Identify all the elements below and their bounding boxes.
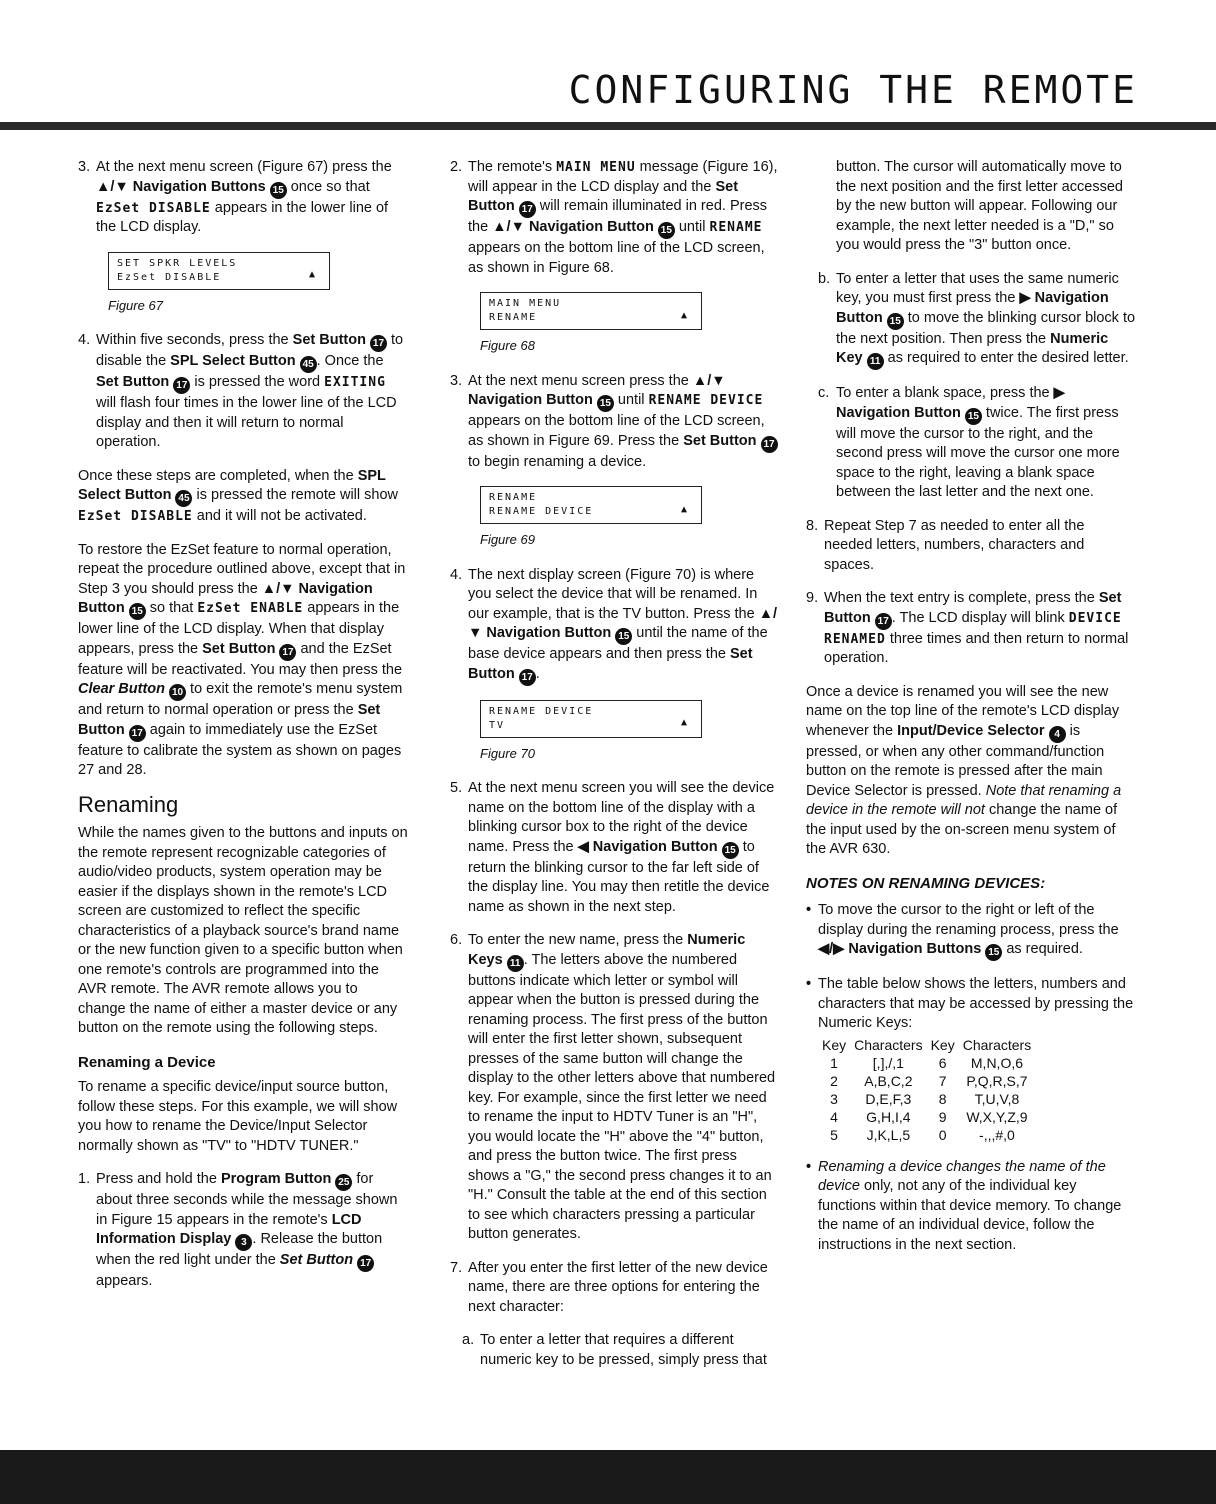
button-number-icon: 17 bbox=[519, 201, 536, 218]
table-row: 2 A,B,C,2 7 P,Q,R,S,7 bbox=[830, 1072, 1028, 1089]
figure-caption-67: Figure 67 bbox=[108, 297, 163, 313]
step-4: 4. Within five seconds, press the Set Button 17 to disable the SPL Select Button 45 . Once the Set Button 17 is pressed the word EXITING will flash four times in the lower line of the LCD display and then it will return to normal operation. bbox=[78, 332, 404, 450]
substep-a: a. To enter a letter that requires a different numeric key to be pressed, simply press that bbox=[462, 1332, 767, 1368]
table-row: 4 G,H,I,4 9 W,X,Y,Z,9 bbox=[830, 1108, 1028, 1125]
table-header-row: Key Characters Key Characters bbox=[822, 1036, 1032, 1053]
button-number-icon: 15 bbox=[965, 408, 982, 425]
substep-a-continued: button. The cursor will automatically move to the next position and the first letter accessed by the new button will appear. Following our example, the next letter needed is a "D," so you would press the "3" button once. bbox=[836, 159, 1123, 253]
lcd-figure-67: SET SPKR LEVELS EzSet DISABLE ▲ bbox=[108, 252, 330, 290]
step-3: 3. At the next menu screen press the ▲/▼ Navigation Button 15 until RENAME DEVICE appears on the bottom line of the LCD screen, as shown in Figure 69. Press the Set Button 17 to begin renaming a device. bbox=[450, 372, 780, 473]
numeric-keys-table bbox=[818, 1036, 1035, 1144]
paragraph: To rename a specific device/input source button, follow these steps. For this example, we will show you how to rename the Device/Input Selector normally shown as "TV" to "HDTV TUNER." bbox=[78, 1079, 398, 1154]
button-number-icon: 3 bbox=[235, 1234, 252, 1251]
subsection-heading: Renaming a Device bbox=[78, 1053, 216, 1071]
column-2 bbox=[450, 158, 780, 1384]
table-row: 1 [,],/,1 6 M,N,O,6 bbox=[830, 1054, 1024, 1071]
button-number-icon: 15 bbox=[658, 222, 675, 239]
column-3 bbox=[806, 158, 1136, 1269]
paragraph: Once these steps are completed, when the SPL Select Button 45 is pressed the remote will show EzSet DISABLE and it will not be activated. bbox=[78, 467, 398, 524]
up-arrow-icon: ▲ bbox=[680, 309, 689, 321]
button-number-icon: 15 bbox=[270, 182, 287, 199]
button-number-icon: 4 bbox=[1049, 726, 1066, 743]
column-1 bbox=[78, 158, 408, 1306]
step-4: 4. The next display screen (Figure 70) is where you select the device that will be renamed. In our example, that is the TV button. Press the ▲/▼ Navigation Button 15 until the name of the base device appears and then press the Set Button 17 . bbox=[450, 566, 780, 686]
up-arrow-icon: ▲ bbox=[680, 717, 689, 728]
step-5: 5. At the next menu screen you will see the device name on the bottom line of the display with a blinking cursor box to the right of the device name. Press the ◀ Navigation Button 15 to return the blinking cursor to the far left side of the display line. You may then retitle the device name as shown in the next step. bbox=[450, 780, 775, 915]
up-arrow-icon: ▲ bbox=[680, 503, 689, 515]
notes-heading: NOTES ON RENAMING DEVICES: bbox=[806, 874, 1046, 892]
button-number-icon: 11 bbox=[507, 955, 524, 972]
step-7: 7. After you enter the first letter of the new device name, there are three options for entering the next character: bbox=[450, 1259, 768, 1315]
button-number-icon: 15 bbox=[722, 842, 739, 859]
button-number-icon: 10 bbox=[169, 684, 186, 701]
step-3: 3. At the next menu screen (Figure 67) press the ▲/▼ Navigation Buttons 15 once so that EzSet DISABLE appears in the lower line of the LCD display. bbox=[78, 159, 392, 235]
up-arrow-icon: ▲ bbox=[308, 269, 317, 280]
lcd-figure-70: RENAME DEVICE TV ▲ bbox=[480, 700, 702, 738]
bullet-item: • To move the cursor to the right or left of the display during the renaming process, press the ◀/▶ Navigation Buttons 15 as required. bbox=[806, 901, 1136, 961]
button-number-icon: 17 bbox=[370, 335, 387, 352]
header-rule bbox=[0, 122, 1216, 130]
button-number-icon: 45 bbox=[175, 490, 192, 507]
button-number-icon: 45 bbox=[300, 356, 317, 373]
button-number-icon: 17 bbox=[129, 725, 146, 742]
figure-caption-68: Figure 68 bbox=[480, 338, 535, 353]
substep-b: b. To enter a letter that uses the same numeric key, you must first press the ▶ Navigation Button 15 to move the blinking cursor block to the next position. Then press the Numeric Key 11 as required to enter the desired letter. bbox=[818, 270, 1136, 371]
step-6: 6. To enter the new name, press the Numeric Keys 11 . The letters above the numbered buttons indicate which letter or symbol will appear when the button is pressed during the renaming process. The first press of the button will enter the first letter shown, subsequent presses of the same button will change the display to the other letters above that numbered key. For example, since the first letter we need to rename the input to HDTV Tuner is an "H", you would locate the "H" above the "4" button, and press the button twice. The first press shows a "G," the second press changes it to an "H." Consult the table at the end of this section to see which characters pressing a particular button generates. bbox=[450, 932, 776, 1242]
button-number-icon: 17 bbox=[761, 436, 778, 453]
button-number-icon: 17 bbox=[875, 613, 892, 630]
table-row: 5 J,K,L,5 0 -,,,#,0 bbox=[830, 1126, 1015, 1143]
step-2: 2. The remote's MAIN MENU message (Figure 16), will appear in the LCD display and the Set Button 17 will remain illuminated in red. Press the ▲/▼ Navigation Button 15 until RENAME appears on the bottom line of the LCD screen, as shown in Figure 68. bbox=[450, 159, 778, 276]
bullet-item: • Renaming a device changes the name of the device only, not any of the individual key functions within that device memory. To change the name of an individual device, follow the instructions in the next section. bbox=[806, 1158, 1122, 1253]
figure-caption-69: Figure 69 bbox=[480, 532, 535, 547]
step-1: 1. Press and hold the Program Button 25 for about three seconds while the message shown in Figure 15 appears in the remote's LCD Information Display 3 . Release the button when the red light under the Set Button 17 appears. bbox=[78, 1171, 398, 1289]
bullet-item: • The table below shows the letters, numbers and characters that may be accessed by pressing the Numeric Keys: Key Characters Key Characters 1 [,],/,1 6 M,N,O,6 2 A,B,C,2 7 P,Q,R,S,7 3 D,E,F,3 8 T,U,V,8 4 G,H,I,4 9 W,X,Y,Z,9 5 J,K,L,5 0 -,,,#,0 bbox=[806, 976, 1134, 1143]
button-number-icon: 15 bbox=[597, 395, 614, 412]
lcd-figure-69: RENAME RENAME DEVICE ▲ bbox=[480, 486, 702, 524]
paragraph: Once a device is renamed you will see the new name on the top line of the remote's LCD display whenever the Input/Device Selector 4 is pressed, or when any other command/function button on the remote is pressed after the main Device Selector is pressed. Note that renaming a device in the remote will not change the name of the input used by the on-screen menu system of the AVR 630. bbox=[806, 683, 1122, 857]
button-number-icon: 15 bbox=[129, 603, 146, 620]
section-heading: Renaming bbox=[78, 791, 179, 817]
button-number-icon: 17 bbox=[357, 1255, 374, 1272]
button-number-icon: 15 bbox=[615, 628, 632, 645]
button-number-icon: 15 bbox=[985, 944, 1002, 961]
lcd-figure-68: MAIN MENU RENAME ▲ bbox=[480, 292, 702, 330]
button-number-icon: 17 bbox=[173, 377, 190, 394]
step-9: 9. When the text entry is complete, press the Set Button 17 . The LCD display will blink DEVICE RENAMED three times and then return to normal operation. bbox=[806, 590, 1129, 666]
button-number-icon: 17 bbox=[279, 644, 296, 661]
paragraph: To restore the EzSet feature to normal operation, repeat the procedure outlined above, except that in Step 3 you should press the ▲/▼ Navigation Button 15 so that EzSet ENABLE appears in the lower line of the LCD display. When that display appears, press the Set Button 17 and the EzSet feature will be reactivated. You may then press the Clear Button 10 to exit the remote's menu system and return to normal operation or press the Set Button 17 again to immediately use the EzSet feature to calibrate the system as shown on pages 27 and 28. bbox=[78, 541, 406, 778]
substep-c: c. To enter a blank space, press the ▶ Navigation Button 15 twice. The first press will move the cursor to the right, and the second press will move the cursor one more space to the right, leaving a blank space between the last letter and the next one. bbox=[818, 385, 1120, 500]
button-number-icon: 15 bbox=[887, 313, 904, 330]
button-number-icon: 11 bbox=[867, 353, 884, 370]
table-row: 3 D,E,F,3 8 T,U,V,8 bbox=[830, 1090, 1020, 1107]
page-title: CONFIGURING THE REMOTE bbox=[568, 68, 1138, 112]
button-number-icon: 17 bbox=[519, 669, 536, 686]
figure-caption-70: Figure 70 bbox=[480, 745, 535, 761]
footer-bar bbox=[0, 1450, 1216, 1504]
paragraph: While the names given to the buttons and inputs on the remote represent recognizable categories of audio/video products, system operation may be easier if the displays shown in the remote's LCD screen are customized to reflect the specific characteristics of a playback source's brand name or the new function given to a specific button when one remote's controls are programmed into the AVR remote. The AVR remote allows you to change the name of either a master device or any button on the remote using the following steps. bbox=[78, 825, 408, 1036]
step-8: 8. Repeat Step 7 as needed to enter all the needed letters, numbers, characters and spaces. bbox=[806, 517, 1085, 573]
button-number-icon: 25 bbox=[335, 1174, 352, 1191]
